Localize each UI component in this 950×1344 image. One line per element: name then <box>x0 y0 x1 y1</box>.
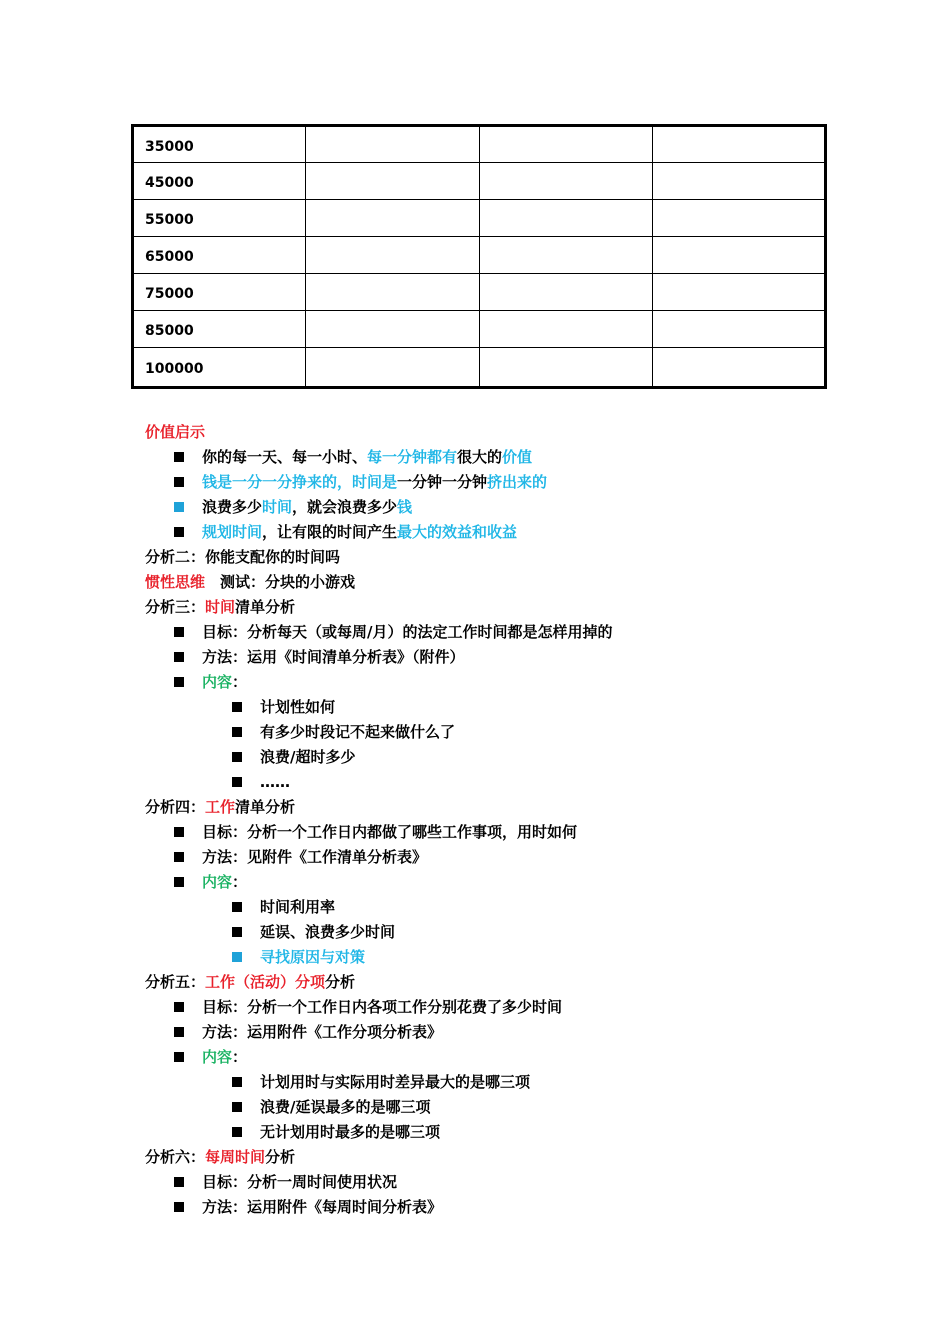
value-bullet-3 <box>145 495 845 520</box>
square-bullet-icon <box>232 752 242 762</box>
text-span: 分析三： <box>145 598 206 616</box>
square-bullet-icon <box>174 1202 184 1212</box>
table-row <box>133 163 826 200</box>
table-cell <box>479 237 652 274</box>
analysis3-method <box>145 645 845 670</box>
text-span: 钱是一分一分挣来的， <box>202 473 353 491</box>
list-item <box>145 745 845 770</box>
table-cell <box>479 163 652 200</box>
table-cell: 75000 <box>133 274 306 311</box>
list-item <box>145 895 845 920</box>
text-span: 寻找原因与对策 <box>260 948 366 966</box>
text-span: 很大的 <box>457 448 503 466</box>
square-bullet-icon <box>232 927 242 937</box>
text-span: 时间 <box>205 598 236 616</box>
table-cell: 35000 <box>133 126 306 163</box>
text-span: 延误、浪费多少时间 <box>260 923 396 941</box>
square-bullet-icon <box>232 702 242 712</box>
content-label: 内容 <box>202 873 233 891</box>
analysis5-method <box>145 1020 845 1045</box>
text-span: 工作 <box>205 798 236 816</box>
text-span: 方法：运用《时间清单分析表》（附件） <box>202 648 465 666</box>
table-cell <box>479 126 652 163</box>
square-bullet-icon <box>232 727 242 737</box>
analysis2-heading <box>145 545 845 570</box>
text-span: 方法：运用附件《每周时间分析表》 <box>202 1198 443 1216</box>
square-bullet-icon <box>174 677 184 687</box>
text-span: 时间是 <box>352 473 398 491</box>
cyan-square-bullet-icon <box>174 502 184 512</box>
table-cell <box>652 274 825 311</box>
list-item <box>145 770 845 795</box>
table-cell: 65000 <box>133 237 306 274</box>
text-span: 时间利用率 <box>260 898 336 916</box>
text-span: 时间 <box>262 498 293 516</box>
content-label: 内容 <box>202 673 233 691</box>
text-span: 浪费多少 <box>202 498 263 516</box>
salary-table <box>131 124 827 389</box>
analysis4-method <box>145 845 845 870</box>
square-bullet-icon <box>174 652 184 662</box>
analysis6-heading <box>145 1145 845 1170</box>
text-span: 无计划用时最多的是哪三项 <box>260 1123 441 1141</box>
text-span: 目标：分析一周时间使用状况 <box>202 1173 398 1191</box>
list-item <box>145 695 845 720</box>
list-item <box>145 1095 845 1120</box>
square-bullet-icon <box>174 1052 184 1062</box>
analysis5-goal <box>145 995 845 1020</box>
text-span: 计划用时与实际用时差异最大的是哪三项 <box>260 1073 531 1091</box>
table-cell <box>306 274 479 311</box>
table-row <box>133 311 826 348</box>
text-span: 分析五： <box>145 973 206 991</box>
square-bullet-icon <box>174 1177 184 1187</box>
analysis6-goal <box>145 1170 845 1195</box>
text-span: ： <box>232 673 248 691</box>
value-heading-text: 价值启示 <box>145 423 206 441</box>
table-cell <box>479 348 652 388</box>
text-span: 分析 <box>265 1148 296 1166</box>
text-span: 清单分析 <box>235 798 296 816</box>
text-span: 分析六： <box>145 1148 206 1166</box>
text-span: 每一分钟都有 <box>367 448 458 466</box>
text-span: 每周时间 <box>205 1148 266 1166</box>
table-cell: 45000 <box>133 163 306 200</box>
table-row <box>133 348 826 388</box>
table-cell <box>479 274 652 311</box>
text-span: 钱 <box>397 498 413 516</box>
text-span: 分析 <box>325 973 356 991</box>
square-bullet-icon <box>174 877 184 887</box>
value-heading <box>145 420 845 445</box>
table-cell <box>652 163 825 200</box>
table-cell <box>479 311 652 348</box>
text-span: 价值 <box>502 448 533 466</box>
content-body <box>145 420 845 1220</box>
table-cell <box>652 200 825 237</box>
text-span: …… <box>260 773 290 791</box>
table-cell <box>652 126 825 163</box>
text-span: 目标：分析每天（或每周/月）的法定工作时间都是怎样用掉的 <box>202 623 613 641</box>
text-span: 浪费/超时多少 <box>260 748 356 766</box>
text-span: 一分钟一分钟 <box>397 473 488 491</box>
square-bullet-icon <box>174 627 184 637</box>
text-span: 目标：分析一个工作日内都做了哪些工作事项，用时如何 <box>202 823 578 841</box>
table-cell: 55000 <box>133 200 306 237</box>
square-bullet-icon <box>174 477 184 487</box>
text-span: 分析二：你能支配你的时间吗 <box>145 548 341 566</box>
inertia-label: 惯性思维 <box>145 573 206 591</box>
analysis3-goal <box>145 620 845 645</box>
text-span: 目标：分析一个工作日内各项工作分别花费了多少时间 <box>202 998 563 1016</box>
text-span: 规划时间 <box>202 523 263 541</box>
text-span: 你的每一天、每一小时、 <box>202 448 368 466</box>
table-cell <box>306 163 479 200</box>
inertia-test: 测试：分块的小游戏 <box>205 573 356 591</box>
table-cell <box>306 311 479 348</box>
analysis5-content <box>145 1045 845 1070</box>
square-bullet-icon <box>174 827 184 837</box>
table-cell: 85000 <box>133 311 306 348</box>
analysis4-heading <box>145 795 845 820</box>
table-row <box>133 274 826 311</box>
table-cell <box>479 200 652 237</box>
value-bullet-1 <box>145 445 845 470</box>
value-bullet-4 <box>145 520 845 545</box>
cyan-square-bullet-icon <box>232 952 242 962</box>
analysis4-goal <box>145 820 845 845</box>
inertia-line <box>145 570 845 595</box>
table-cell <box>652 311 825 348</box>
text-span: 工作（活动）分项 <box>205 973 326 991</box>
table-cell <box>306 237 479 274</box>
text-span: ： <box>232 873 248 891</box>
table-cell <box>306 348 479 388</box>
table-cell <box>306 200 479 237</box>
value-bullet-2 <box>145 470 845 495</box>
text-span: 分析四： <box>145 798 206 816</box>
list-item <box>145 920 845 945</box>
square-bullet-icon <box>232 777 242 787</box>
analysis3-heading <box>145 595 845 620</box>
analysis4-content <box>145 870 845 895</box>
text-span: 清单分析 <box>235 598 296 616</box>
list-item <box>145 1120 845 1145</box>
table-cell <box>652 348 825 388</box>
text-span: 浪费/延误最多的是哪三项 <box>260 1098 431 1116</box>
analysis6-method <box>145 1195 845 1220</box>
table-cell <box>652 237 825 274</box>
list-item <box>145 945 845 970</box>
table-row <box>133 237 826 274</box>
square-bullet-icon <box>174 1002 184 1012</box>
analysis3-content <box>145 670 845 695</box>
square-bullet-icon <box>232 1102 242 1112</box>
square-bullet-icon <box>174 452 184 462</box>
square-bullet-icon <box>232 1127 242 1137</box>
text-span: 挤出来的 <box>487 473 548 491</box>
list-item <box>145 720 845 745</box>
table-row <box>133 200 826 237</box>
text-span: ： <box>232 1048 248 1066</box>
square-bullet-icon <box>232 902 242 912</box>
square-bullet-icon <box>174 852 184 862</box>
text-span: 方法：见附件《工作清单分析表》 <box>202 848 428 866</box>
text-span: ，让有限的时间产生 <box>262 523 398 541</box>
table-row <box>133 126 826 163</box>
table-cell: 100000 <box>133 348 306 388</box>
text-span: 方法：运用附件《工作分项分析表》 <box>202 1023 443 1041</box>
text-span: ，就会浪费多少 <box>292 498 398 516</box>
square-bullet-icon <box>174 1027 184 1037</box>
square-bullet-icon <box>174 527 184 537</box>
text-span: 有多少时段记不起来做什么了 <box>260 723 456 741</box>
square-bullet-icon <box>232 1077 242 1087</box>
list-item <box>145 1070 845 1095</box>
table-cell <box>306 126 479 163</box>
text-span: 最大的效益和收益 <box>397 523 518 541</box>
text-span: 计划性如何 <box>260 698 336 716</box>
analysis5-heading <box>145 970 845 995</box>
content-label: 内容 <box>202 1048 233 1066</box>
